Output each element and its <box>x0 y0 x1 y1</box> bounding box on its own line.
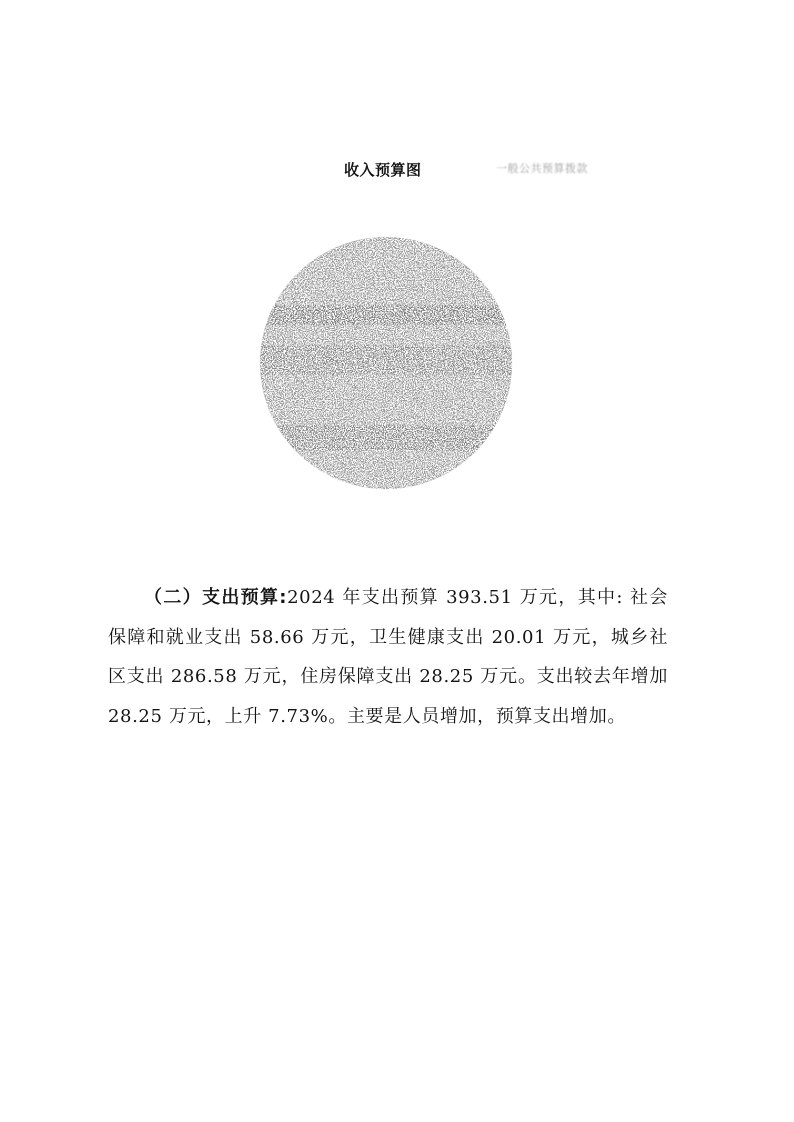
pie-slice <box>250 235 520 500</box>
section-heading: （二）支出预算: <box>144 587 288 608</box>
pie-chart <box>250 235 520 500</box>
chart-title: 收入预算图 <box>344 161 422 179</box>
paragraph-text: 2024 年支出预算 393.51 万元，其中: 社会保障和就业支出 58.66 万元，卫生健康支出 20.01 万元，城乡社区支出 286.58 万元，住房保障支出 28.25 万元。支出较去年增加 28.25 万元，上升 7.73%。主要是人员增加，预算支出增加。 <box>108 587 668 727</box>
expenditure-paragraph <box>108 578 668 736</box>
chart-legend-label: 一般公共预算拨款 <box>496 162 588 175</box>
